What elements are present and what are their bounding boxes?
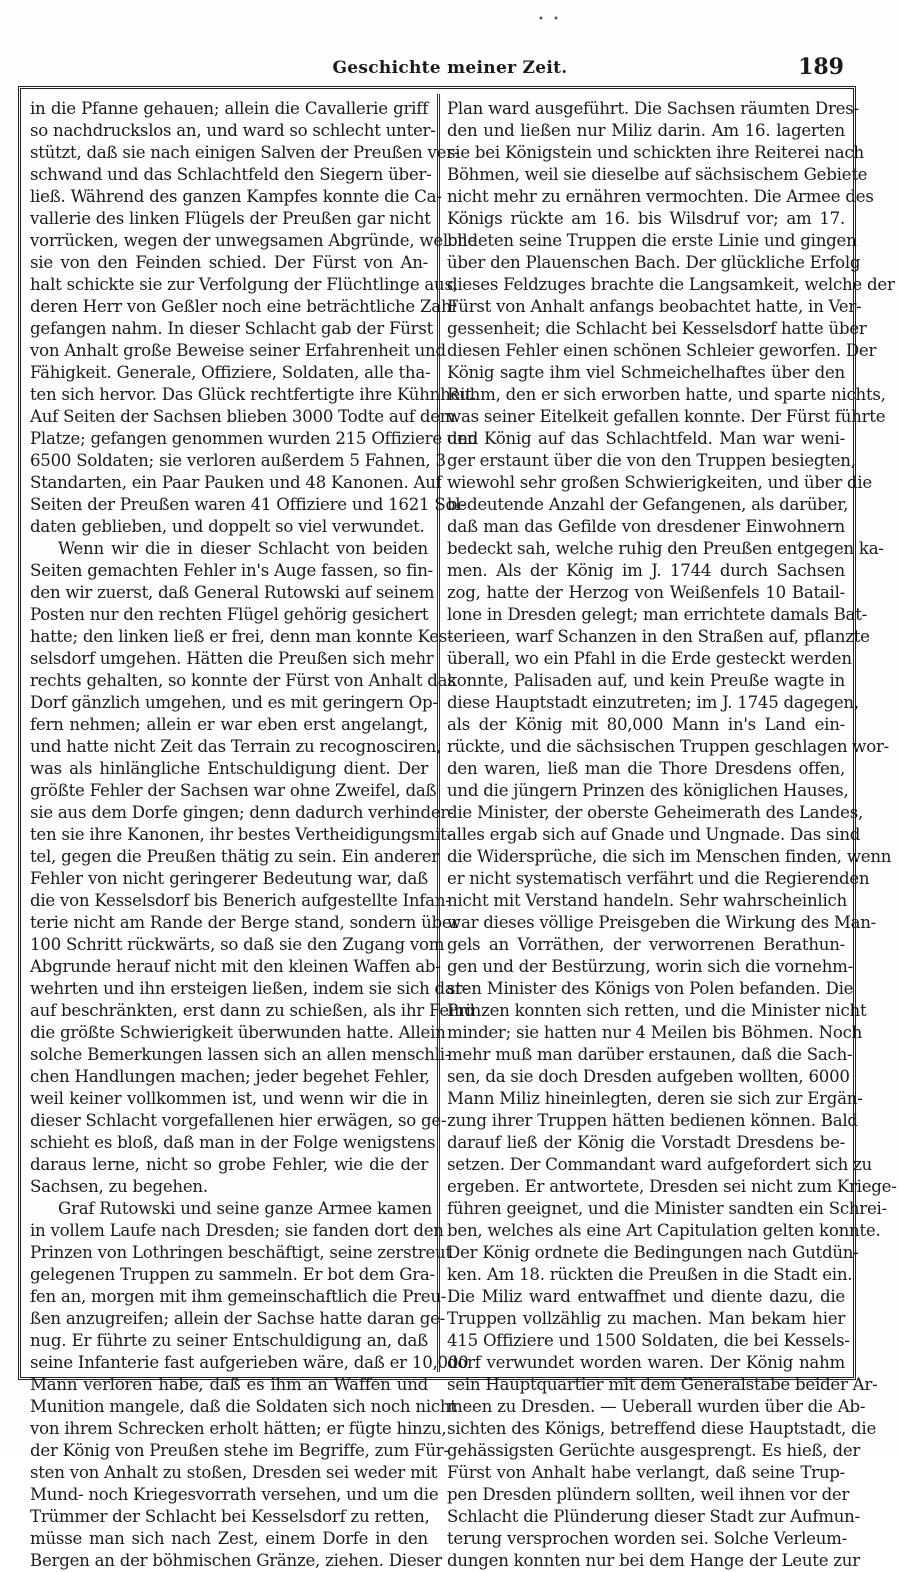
text-line: was als hinlängliche Entschuldigung dient. Der bbox=[30, 759, 428, 778]
text-line: zog, hatte der Herzog von Weißenfels 10 Batail- bbox=[447, 583, 845, 602]
text-line: Fürst von Anhalt habe verlangt, daß seine Trup- bbox=[447, 1463, 845, 1482]
text-line: den König auf das Schlachtfeld. Man war weni- bbox=[447, 429, 845, 448]
top-mark: • • bbox=[538, 14, 562, 25]
left-column bbox=[30, 98, 479, 1570]
text-line: Seiten der Preußen waren 41 Offiziere und 1621 Sol- bbox=[30, 495, 466, 514]
text-line: Bergen an der böhmischen Gränze, ziehen. Dieser bbox=[30, 1551, 442, 1570]
text-line: ten sich hervor. Das Glück rechtfertigte ihre Kühnheit. bbox=[30, 385, 477, 404]
text-line: dieses Feldzuges brachte die Langsamkeit, welche der bbox=[447, 275, 895, 294]
text-line: daraus lerne, nicht so grobe Fehler, wie die der bbox=[30, 1155, 428, 1174]
text-line: rechts gehalten, so konnte der Fürst von Anhalt das bbox=[30, 671, 456, 690]
text-line: Königs rückte am 16. bis Wilsdruf vor; am 17. bbox=[447, 209, 845, 228]
text-line: der König von Preußen stehe im Begriffe, zum Für- bbox=[30, 1441, 449, 1460]
text-line: dungen konnten nur bei dem Hange der Leute zur bbox=[447, 1551, 860, 1570]
text-line: seine Infanterie fast aufgerieben wäre, daß er 10,000 bbox=[30, 1353, 469, 1372]
text-line: sie aus dem Dorfe gingen; denn dadurch verhinder- bbox=[30, 803, 454, 822]
text-line: terie nicht am Rande der Berge stand, sondern über bbox=[30, 913, 460, 932]
text-line: den waren, ließ man die Thore Dresdens offen, bbox=[447, 759, 845, 778]
text-line: Fehler von nicht geringerer Bedeutung war, daß bbox=[30, 869, 428, 888]
text-line: rückte, und die sächsischen Truppen geschlagen wor- bbox=[447, 737, 890, 756]
text-line: Prinzen konnten sich retten, und die Minister nicht bbox=[447, 1001, 867, 1020]
text-line: Mann verloren habe, daß es ihm an Waffen und bbox=[30, 1375, 428, 1394]
text-line: bildeten seine Truppen die erste Linie und gingen bbox=[447, 231, 857, 250]
text-line: daten geblieben, und doppelt so viel verwundet. bbox=[30, 517, 425, 536]
text-line: Schlacht die Plünderung dieser Stadt zur Aufmun- bbox=[447, 1507, 860, 1526]
text-line: solche Bemerkungen lassen sich an allen menschli- bbox=[30, 1045, 451, 1064]
text-line: Plan ward ausgeführt. Die Sachsen räumten Dres- bbox=[447, 99, 859, 118]
running-title: Geschichte meiner Zeit. bbox=[332, 58, 568, 78]
text-line: gefangen nahm. In dieser Schlacht gab der Fürst bbox=[30, 319, 434, 338]
text-line: gelegenen Truppen zu sammeln. Er bot dem Gra- bbox=[30, 1265, 435, 1284]
text-line: und die jüngern Prinzen des königlichen Hauses, bbox=[447, 781, 849, 800]
text-line: gehässigsten Gerüchte ausgesprengt. Es hieß, der bbox=[447, 1441, 861, 1460]
text-line: über den Plauenschen Bach. Der glückliche Erfolg bbox=[447, 253, 861, 272]
text-line: wehrten und ihn ersteigen ließen, indem sie sich dar- bbox=[30, 979, 468, 998]
text-line: ten sie ihre Kanonen, ihr bestes Vertheidigungsmit- bbox=[30, 825, 452, 844]
text-line: stützt, daß sie nach einigen Salven der Preußen ver- bbox=[30, 143, 460, 162]
text-line: von ihrem Schrecken erholt hätten; er fügte hinzu, bbox=[30, 1419, 447, 1438]
text-line: den wir zuerst, daß General Rutowski auf seinem bbox=[30, 583, 435, 602]
text-line: terung versprochen worden sei. Solche Verleum- bbox=[447, 1529, 847, 1548]
text-line: Dorf gänzlich umgehen, und es mit geringern Op- bbox=[30, 693, 438, 712]
text-line: schwand und das Schlachtfeld den Siegern über- bbox=[30, 165, 432, 184]
text-line: Ruhm, den er sich erworben hatte, und sparte nichts, bbox=[447, 385, 886, 404]
text-line: in vollem Laufe nach Dresden; sie fanden dort den bbox=[30, 1221, 444, 1240]
text-line: konnte, Palisaden auf, und kein Preuße wagte in bbox=[447, 671, 845, 690]
text-line: er nicht systematisch verfährt und die Regierenden bbox=[447, 869, 870, 888]
text-line: tel, gegen die Preußen thätig zu sein. Ein anderer bbox=[30, 847, 439, 866]
text-line: diese Hauptstadt einzutreten; im J. 1745 dagegen, bbox=[447, 693, 859, 712]
text-line: Die Miliz ward entwaffnet und diente dazu, die bbox=[447, 1287, 845, 1306]
text-line: Mann Miliz hineinlegten, deren sie sich zur Ergän- bbox=[447, 1089, 863, 1108]
text-line: sie von den Feinden schied. Der Fürst von An- bbox=[30, 253, 428, 272]
text-line: pen Dresden plündern sollten, weil ihnen vor der bbox=[447, 1485, 850, 1504]
text-line: Böhmen, weil sie dieselbe auf sächsischem Gebiete bbox=[447, 165, 868, 184]
text-line: sen, da sie doch Dresden aufgeben wollten, 6000 bbox=[447, 1067, 850, 1086]
text-line: so nachdruckslos an, und ward so schlecht unter- bbox=[30, 121, 436, 140]
text-line: nicht mit Verstand handeln. Sehr wahrscheinlich bbox=[447, 891, 847, 910]
text-line: Seiten gemachten Fehler in's Auge fassen, so fin- bbox=[30, 561, 434, 580]
text-line: Fähigkeit. Generale, Offiziere, Soldaten, alle tha- bbox=[30, 363, 431, 382]
text-line: als der König mit 80,000 Mann in's Land ein- bbox=[447, 715, 845, 734]
text-line: gels an Vorräthen, der verworrenen Berathun- bbox=[447, 935, 845, 954]
text-line: meen zu Dresden. — Ueberall wurden über die Ab- bbox=[447, 1397, 866, 1416]
text-line: von Anhalt große Beweise seiner Erfahrenheit und bbox=[30, 341, 446, 360]
text-line: deren Herr von Geßler noch eine beträchtliche Zahl bbox=[30, 297, 457, 316]
text-line: sten von Anhalt zu stoßen, Dresden sei weder mit bbox=[30, 1463, 438, 1482]
text-line: führen geeignet, und die Minister sandten ein Schrei- bbox=[447, 1199, 887, 1218]
text-line: fen an, morgen mit ihm gemeinschaftlich die Preu- bbox=[30, 1287, 447, 1306]
page-number: 189 bbox=[798, 54, 844, 80]
text-line: halt schickte sie zur Verfolgung der Flüchtlinge aus, bbox=[30, 275, 458, 294]
text-line: 6500 Soldaten; sie verloren außerdem 5 Fahnen, 3 bbox=[30, 451, 446, 470]
text-line: ben, welches als eine Art Capitulation gelten konnte. bbox=[447, 1221, 881, 1240]
text-line: was seiner Eitelkeit gefallen konnte. Der Fürst führte bbox=[447, 407, 886, 426]
text-line: die von Kesselsdorf bis Benerich aufgestellte Infan- bbox=[30, 891, 451, 910]
text-line: mehr muß man darüber erstaunen, daß die Sach- bbox=[447, 1045, 853, 1064]
text-line: Sachsen, zu begehen. bbox=[30, 1177, 208, 1196]
text-line: hatte; den linken ließ er frei, denn man konnte Kes- bbox=[30, 627, 453, 646]
text-line: ger erstaunt über die von den Truppen besiegten, bbox=[447, 451, 856, 470]
text-line: auf beschränkten, erst dann zu schießen, als ihr Feind bbox=[30, 1001, 475, 1020]
text-line: wiewohl sehr großen Schwierigkeiten, und über die bbox=[447, 473, 872, 492]
text-line: größte Fehler der Sachsen war ohne Zweifel, daß bbox=[30, 781, 437, 800]
text-line: überall, wo ein Pfahl in die Erde gesteckt werden bbox=[447, 649, 852, 668]
text-line: 100 Schritt rückwärts, so daß sie den Zugang vom bbox=[30, 935, 445, 954]
text-line: Der König ordnete die Bedingungen nach Gutdün- bbox=[447, 1243, 859, 1262]
right-column bbox=[447, 98, 897, 1570]
text-line: Graf Rutowski und seine ganze Armee kamen bbox=[58, 1199, 432, 1218]
text-line: terieen, warf Schanzen in den Straßen auf, pflanzte bbox=[447, 627, 870, 646]
text-line: König sagte ihm viel Schmeichelhaftes über den bbox=[447, 363, 845, 382]
text-line: minder; sie hatten nur 4 Meilen bis Böhmen. Noch bbox=[447, 1023, 863, 1042]
text-line: die Widersprüche, die sich im Menschen finden, wenn bbox=[447, 847, 892, 866]
text-line: sie bei Königstein und schickten ihre Reiterei nach bbox=[447, 143, 864, 162]
text-line: die größte Schwierigkeit überwunden hatte. Allein bbox=[30, 1023, 446, 1042]
text-line: in die Pfanne gehauen; allein die Cavallerie griff bbox=[30, 99, 428, 118]
text-line: bedeutende Anzahl der Gefangenen, als darüber, bbox=[447, 495, 849, 514]
text-line: darauf ließ der König die Vorstadt Dresdens be- bbox=[447, 1133, 845, 1152]
text-line: gessenheit; die Schlacht bei Kesselsdorf hatte über bbox=[447, 319, 867, 338]
text-line: und hatte nicht Zeit das Terrain zu recognosciren, bbox=[30, 737, 442, 756]
text-line: 415 Offiziere und 1500 Soldaten, die bei Kessels- bbox=[447, 1331, 850, 1350]
text-line: Wenn wir die in dieser Schlacht von beiden bbox=[58, 539, 428, 558]
text-line: daß man das Gefilde von dresdener Einwohnern bbox=[447, 517, 845, 536]
text-line: den und ließen nur Miliz darin. Am 16. lagerten bbox=[447, 121, 845, 140]
text-line: gen und der Bestürzung, worin sich die vornehm- bbox=[447, 957, 854, 976]
text-line: Trümmer der Schlacht bei Kesselsdorf zu retten, bbox=[30, 1507, 430, 1526]
text-line: Auf Seiten der Sachsen blieben 3000 Todte auf dem bbox=[30, 407, 456, 426]
text-line: diesen Fehler einen schönen Schleier geworfen. Der bbox=[447, 341, 877, 360]
text-line: bedeckt sah, welche ruhig den Preußen entgegen ka- bbox=[447, 539, 884, 558]
text-line: müsse man sich nach Zest, einem Dorfe in den bbox=[30, 1529, 428, 1548]
text-line: nug. Er führte zu seiner Entschuldigung an, daß bbox=[30, 1331, 428, 1350]
text-line: Platze; gefangen genommen wurden 215 Offiziere und bbox=[30, 429, 479, 448]
text-line: alles ergab sich auf Gnade und Ungnade. Das sind bbox=[447, 825, 861, 844]
text-line: Fürst von Anhalt anfangs beobachtet hatte, in Ver- bbox=[447, 297, 862, 316]
text-line: Abgrunde herauf nicht mit den kleinen Waffen ab- bbox=[30, 957, 441, 976]
text-line: Standarten, ein Paar Pauken und 48 Kanonen. Auf bbox=[30, 473, 442, 492]
text-line: ergeben. Er antwortete, Dresden sei nicht zum Kriege- bbox=[447, 1177, 897, 1196]
text-line: men. Als der König im J. 1744 durch Sachsen bbox=[447, 561, 845, 580]
text-line: fern nehmen; allein er war eben erst angelangt, bbox=[30, 715, 428, 734]
text-line: sein Hauptquartier mit dem Generalstabe beider Ar- bbox=[447, 1375, 878, 1394]
text-line: setzen. Der Commandant ward aufgefordert sich zu bbox=[447, 1155, 872, 1174]
text-line: chen Handlungen machen; jeder begehet Fehler, bbox=[30, 1067, 430, 1086]
text-line: sichten des Königs, betreffend diese Hauptstadt, die bbox=[447, 1419, 877, 1438]
text-line: ken. Am 18. rückten die Preußen in die Stadt ein. bbox=[447, 1265, 853, 1284]
text-line: ßen anzugreifen; allein der Sachse hatte daran ge- bbox=[30, 1309, 446, 1328]
text-line: Truppen vollzählig zu machen. Man bekam hier bbox=[447, 1309, 845, 1328]
text-line: ließ. Während des ganzen Kampfes konnte die Ca- bbox=[30, 187, 442, 206]
text-line: weil keiner vollkommen ist, und wenn wir die in bbox=[30, 1089, 428, 1108]
text-line: Mund- noch Kriegesvorrath versehen, und um die bbox=[30, 1485, 439, 1504]
text-line: dieser Schlacht vorgefallenen hier erwägen, so ge- bbox=[30, 1111, 447, 1130]
text-line: nicht mehr zu ernähren vermochten. Die Armee des bbox=[447, 187, 874, 206]
text-line: vorrücken, wegen der unwegsamen Abgründe, welche bbox=[30, 231, 478, 250]
text-line: Munition mangele, daß die Soldaten sich noch nicht bbox=[30, 1397, 457, 1416]
text-line: Posten nur den rechten Flügel gehörig gesichert bbox=[30, 605, 429, 624]
text-line: schieht es bloß, daß man in der Folge wenigstens bbox=[30, 1133, 436, 1152]
text-line: dorf verwundet worden waren. Der König nahm bbox=[447, 1353, 845, 1372]
text-line: selsdorf umgehen. Hätten die Preußen sich mehr bbox=[30, 649, 434, 668]
text-line: zung ihrer Truppen hätten bedienen können. Bald bbox=[447, 1111, 858, 1130]
text-line: vallerie des linken Flügels der Preußen gar nicht bbox=[30, 209, 431, 228]
text-line: lone in Dresden gelegt; man errichtete damals Bat- bbox=[447, 605, 867, 624]
text-line: Prinzen von Lothringen beschäftigt, seine zerstreut bbox=[30, 1243, 452, 1262]
text-line: war dieses völlige Preisgeben die Wirkung des Man- bbox=[447, 913, 877, 932]
text-line: sten Minister des Königs von Polen befanden. Die bbox=[447, 979, 854, 998]
text-line: die Minister, der oberste Geheimerath des Landes, bbox=[447, 803, 863, 822]
